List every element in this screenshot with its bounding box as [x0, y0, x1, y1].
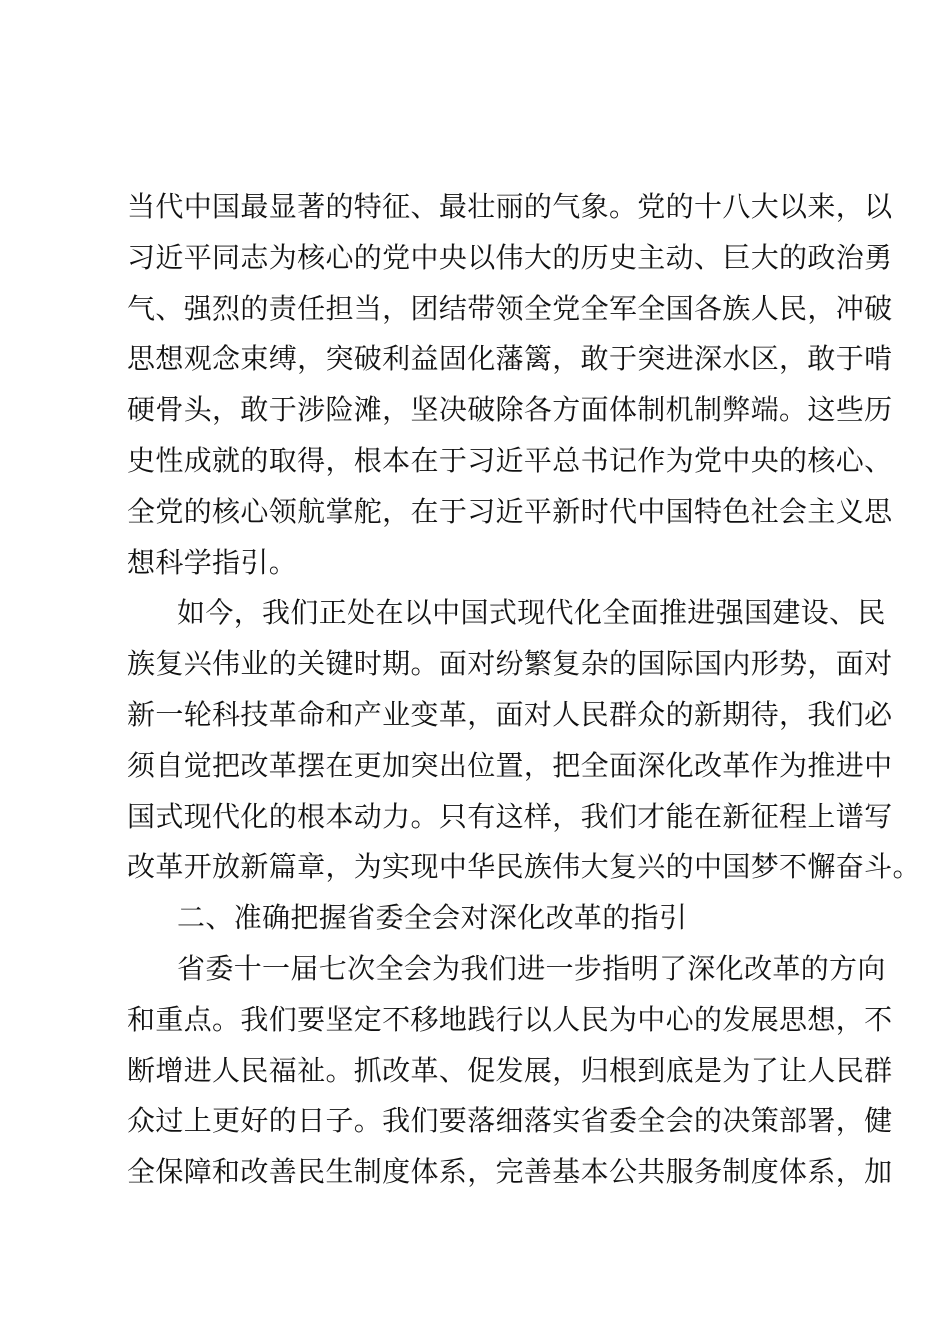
text-line: 硬骨头，敢于涉险滩，坚决破除各方面体制机制弊端。这些历	[127, 393, 893, 427]
text-line: 族复兴伟业的关键时期。面对纷繁复杂的国际国内形势，面对	[127, 647, 893, 681]
text-line: 气、强烈的责任担当，团结带领全党全军全国各族人民，冲破	[127, 291, 893, 325]
text-line: 须自觉把改革摆在更加突出位置，把全面深化改革作为推进中	[127, 748, 893, 782]
text-line: 如今，我们正处在以中国式现代化全面推进强国建设、民	[177, 596, 886, 630]
text-line: 改革开放新篇章，为实现中华民族伟大复兴的中国梦不懈奋斗。	[127, 850, 921, 884]
body-text	[127, 182, 921, 1198]
text-line: 全党的核心领航掌舵，在于习近平新时代中国特色社会主义思	[127, 494, 893, 528]
text-line: 省委十一届七次全会为我们进一步指明了深化改革的方向	[177, 951, 886, 985]
text-line: 想科学指引。	[127, 545, 298, 579]
text-line: 众过上更好的日子。我们要落细落实省委全会的决策部署，健	[127, 1104, 893, 1138]
text-line: 新一轮科技革命和产业变革，面对人民群众的新期待，我们必	[127, 697, 893, 731]
text-line: 史性成就的取得，根本在于习近平总书记作为党中央的核心、	[127, 443, 893, 477]
text-line: 全保障和改善民生制度体系，完善基本公共服务制度体系，加	[127, 1155, 893, 1189]
text-line: 思想观念束缚，突破利益固化藩篱，敢于突进深水区，敢于啃	[127, 342, 893, 376]
text-line: 当代中国最显著的特征、最壮丽的气象。党的十八大以来，以	[127, 190, 893, 223]
text-line: 断增进人民福祉。抓改革、促发展，归根到底是为了让人民群	[127, 1053, 893, 1087]
text-line: 国式现代化的根本动力。只有这样，我们才能在新征程上谱写	[127, 799, 893, 833]
section-heading: 二、准确把握省委全会对深化改革的指引	[177, 901, 688, 935]
text-line: 和重点。我们要坚定不移地践行以人民为中心的发展思想，不	[127, 1002, 893, 1036]
text-line: 习近平同志为核心的党中央以伟大的历史主动、巨大的政治勇	[127, 240, 893, 274]
